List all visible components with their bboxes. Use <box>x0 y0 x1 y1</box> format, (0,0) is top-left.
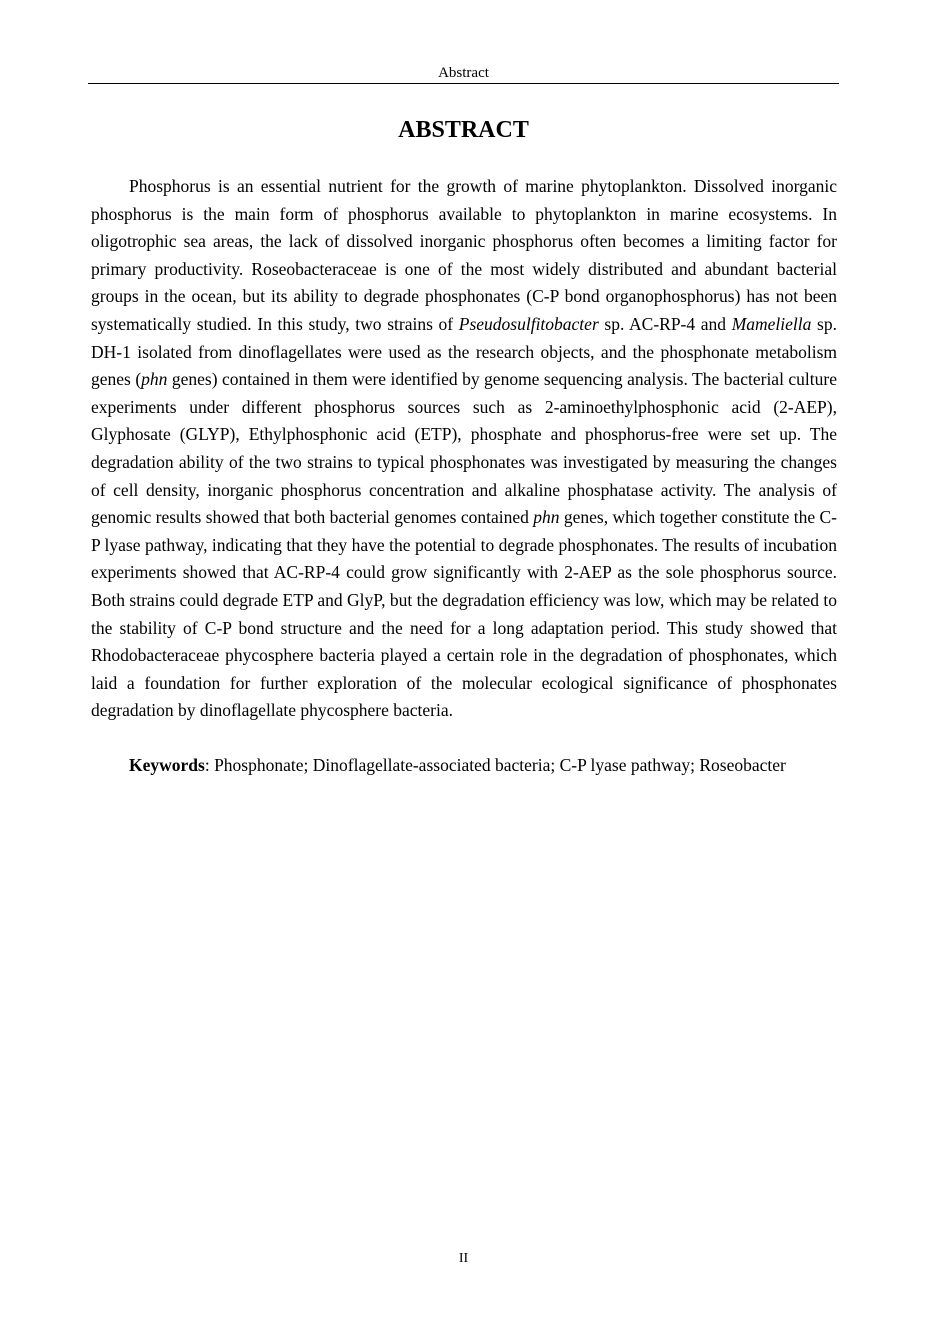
keywords-label: Keywords <box>129 755 205 776</box>
genus-name-pseudosulfitobacter: Pseudosulfitobacter <box>458 313 599 334</box>
abstract-paragraph <box>91 173 837 725</box>
abstract-text-2: sp. AC-RP-4 and <box>598 313 732 334</box>
keywords-paragraph <box>91 752 837 780</box>
page-number: II <box>458 1251 469 1266</box>
keywords-separator: : <box>204 755 215 776</box>
header-rule <box>88 83 839 84</box>
page-title: ABSTRACT <box>398 117 529 143</box>
gene-name-phn: phn <box>533 507 560 528</box>
gene-name-phn: phn <box>141 369 168 390</box>
abstract-text-4: genes) contained in them were identified by genome sequencing analysis. The bacterial culture experiments under different phosphorus sources such as 2-aminoethylphosphonic acid (2-AEP), Glyphosate (GLYP), Ethylphosphonic acid (ETP), phosphate and phosphorus-free were set up. The degradation ability of the two strains to typical phosphonates was investigated by measuring the changes of cell density, inorganic phosphorus concentration and alkaline phosphatase activity. The analysis of genomic results showed that both bacterial genomes contained <box>91 369 837 528</box>
abstract-content <box>91 173 837 780</box>
running-header: Abstract <box>438 65 489 81</box>
keywords-text: Phosphonate; Dinoflagellate-associated bacteria; C-P lyase pathway; Roseobacter <box>214 755 786 776</box>
abstract-text-1: Phosphorus is an essential nutrient for the growth of marine phytoplankton. Dissolved inorganic phosphorus is the main form of phosphorus available to phytoplankton in marine ecosystems. In oligotrophic sea areas, the lack of dissolved inorganic phosphorus often becomes a limiting factor for primary productivity. Roseobacteraceae is one of the most widely distributed and abundant bacterial groups in the ocean, but its ability to degrade phosphonates (C-P bond organophosphorus) has not been systematically studied. In this study, two strains of <box>91 176 837 334</box>
abstract-text-3: sp. DH-1 isolated from dinoflagellates were used as the research objects, and the phosphonate metabolism genes ( <box>91 313 837 390</box>
abstract-text-5: genes, which together constitute the C-P lyase pathway, indicating that they have the potential to degrade phosphonates. The results of incubation experiments showed that AC-RP-4 could grow significantly with 2-AEP as the sole phosphorus source. Both strains could degrade ETP and GlyP, but the degradation efficiency was low, which may be related to the stability of C-P bond structure and the need for a long adaptation period. This study showed that Rhodobacteraceae phycosphere bacteria played a certain role in the degradation of phosphonates, which laid a foundation for further exploration of the molecular ecological significance of phosphonates degradation by dinoflagellate phycosphere bacteria. <box>91 507 838 721</box>
genus-name-mameliella: Mameliella <box>731 313 812 334</box>
